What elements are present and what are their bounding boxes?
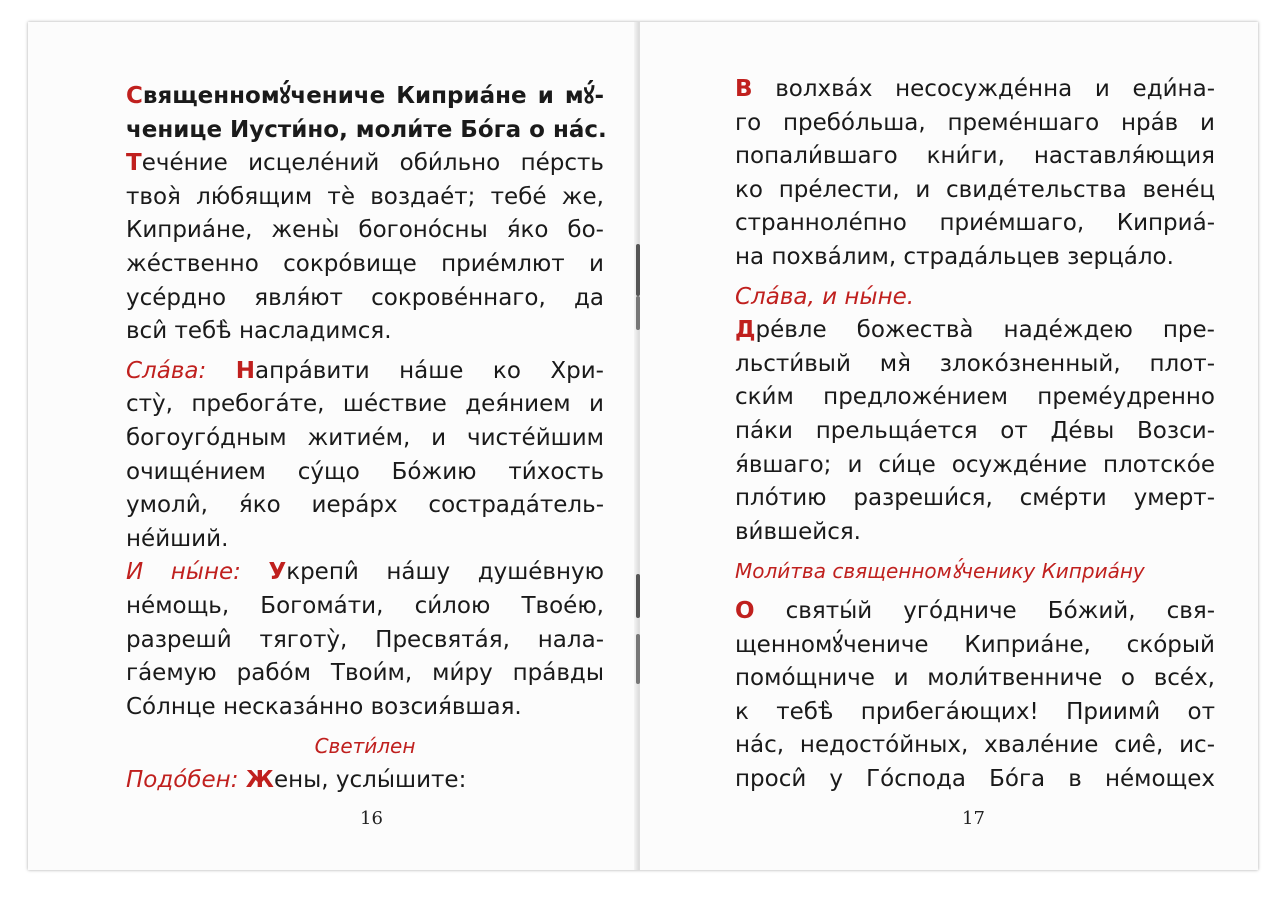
bogorodichen-initial: Д <box>735 317 756 344</box>
podoben-text: ены, услы́шите: <box>273 766 467 793</box>
heading-text: вященномꙋ́чениче Киприа́не и мꙋ́- <box>142 83 604 109</box>
left-page <box>28 22 639 870</box>
prayer-line: проси̂ у Го́спода Бо́га в не́мощех <box>735 765 1215 792</box>
i-nyne-line: не́мощь, Богома́ти, си́лою Твое́ю, <box>126 592 604 619</box>
slava-label: Сла́ва: <box>126 357 236 384</box>
bogorodichen-line: ски́м предложе́нием преме́удренно <box>735 384 1215 411</box>
troparion-line: Киприа́не, жены̀ богоно́сны я́ко бо- <box>126 217 604 244</box>
open-booklet <box>28 22 1258 870</box>
bogorodichen-line: пло́тию разреши́ся, сме́рти умерт- <box>735 485 1215 512</box>
slava-line: не́йший. <box>126 525 229 552</box>
prayer-line: помо́щниче и моли́твенниче о все́х, <box>735 665 1215 692</box>
slava-i-nyne-label: Сла́ва, и ны́не. <box>735 283 915 310</box>
podoben-initial: Ж <box>245 766 274 793</box>
prayer-first-text: святы́й уго́дниче Бо́жий, свя- <box>754 597 1215 624</box>
i-nyne-line: Со́лнце несказа́нно возсия́вшая. <box>126 693 522 720</box>
kondak-line: странноле́пно прие́мшаго, Киприа́- <box>735 210 1215 237</box>
right-page <box>640 22 1258 870</box>
troparion-line: же́ственно сокро́вище прие́млют и <box>126 250 604 277</box>
slava-first-text: апра́вити на́ше ко Хри- <box>254 357 604 384</box>
svetilen-heading: Свети́лен <box>314 734 416 759</box>
podoben-line <box>126 764 604 798</box>
troparion-line: усе́рдно явля́ют сокрове́ннаго, да <box>126 284 604 311</box>
prayer-line: к тебѣ̀ прибега́ющих! Приими̂ от <box>735 698 1215 725</box>
heading-line-2: ченице Иусти́но, моли́те Бо́га о на́с. <box>126 116 607 143</box>
bogorodichen-line-1 <box>735 314 1215 348</box>
podoben-label: Подо́бен: <box>126 766 246 793</box>
troparion-initial: Т <box>126 150 142 177</box>
troparion-first-text: ече́ние исцеле́ний оби́льно пе́рсть <box>141 150 604 177</box>
troparion-line-1 <box>126 147 604 181</box>
left-page-text <box>126 80 607 797</box>
bogorodichen-line: льсти́вый мя̀ злоко́зненный, плот- <box>735 350 1215 377</box>
i-nyne-label: И ны́не: <box>126 559 269 586</box>
heading-initial: С <box>126 83 143 109</box>
bogorodichen-line: па́ки прельща́ется от Де́вы Возси- <box>735 417 1215 444</box>
kondak-line: го пребо́льша, преме́ншаго нра́в и <box>735 109 1215 136</box>
right-page-text <box>735 73 1215 796</box>
i-nyne-line: разреши̂ тяготу̀, Пресвята́я, нала- <box>126 626 604 653</box>
i-nyne-first-text: крепи̂ на́шу душе́вную <box>286 559 604 586</box>
troparion-line: вси̂ тебѣ̀ насладимся. <box>126 318 392 345</box>
slava-line: очище́нием су́що Бо́жию ти́хость <box>126 458 604 485</box>
prayer-line: щенномꙋ́чениче Киприа́не, ско́рый <box>735 631 1215 658</box>
slava-line: богоуго́дным житие́м, и чисте́йшим <box>126 424 604 451</box>
heading-line-1 <box>126 80 604 114</box>
prayer-line: на́с, недосто́йных, хвале́ние сие̂, ис- <box>735 732 1215 759</box>
kondak-first-text: волхва́х несосужде́нна и еди́на- <box>752 76 1215 102</box>
prayer-title: Моли́тва священномꙋ́ченику Киприа́ну <box>735 559 1145 584</box>
i-nyne-line: га́емую рабо́м Твои́м, ми́ру пра́вды <box>126 660 604 687</box>
i-nyne-initial: У <box>268 559 287 586</box>
page-number-right: 17 <box>962 808 985 829</box>
prayer-line-1 <box>735 595 1215 629</box>
kondak-line: на похва́лим, страда́льцев зерца́ло. <box>735 243 1174 270</box>
i-nyne-line-1 <box>126 556 604 590</box>
slava-line-1 <box>126 355 604 389</box>
prayer-initial: О <box>735 597 755 624</box>
bogorodichen-first-text: ре́вле божества̀ наде́ждею пре- <box>755 317 1215 344</box>
kondak-line-1 <box>735 73 1215 107</box>
kondak-initial: В <box>735 76 753 102</box>
kondak-line: ко пре́лести, и свиде́тельства вене́ц <box>735 176 1215 203</box>
kondak-line: попали́вшаго кни́ги, наставля́ющия <box>735 143 1215 170</box>
slava-line: умоли̂, я́ко иера́рх сострада́тель- <box>126 492 604 519</box>
bogorodichen-line: ви́вшейся. <box>735 518 861 545</box>
troparion-line: твоя̀ лю́бящим тѐ воздае́т; тебе́ же, <box>126 183 604 210</box>
slava-initial: Н <box>235 357 255 384</box>
bogorodichen-line: я́вшаго; и си́це осужде́ние плотско́е <box>735 451 1215 478</box>
slava-line: сту̀, пребога́те, ше́ствие дея́нием и <box>126 391 604 418</box>
page-number-left: 16 <box>360 808 383 829</box>
